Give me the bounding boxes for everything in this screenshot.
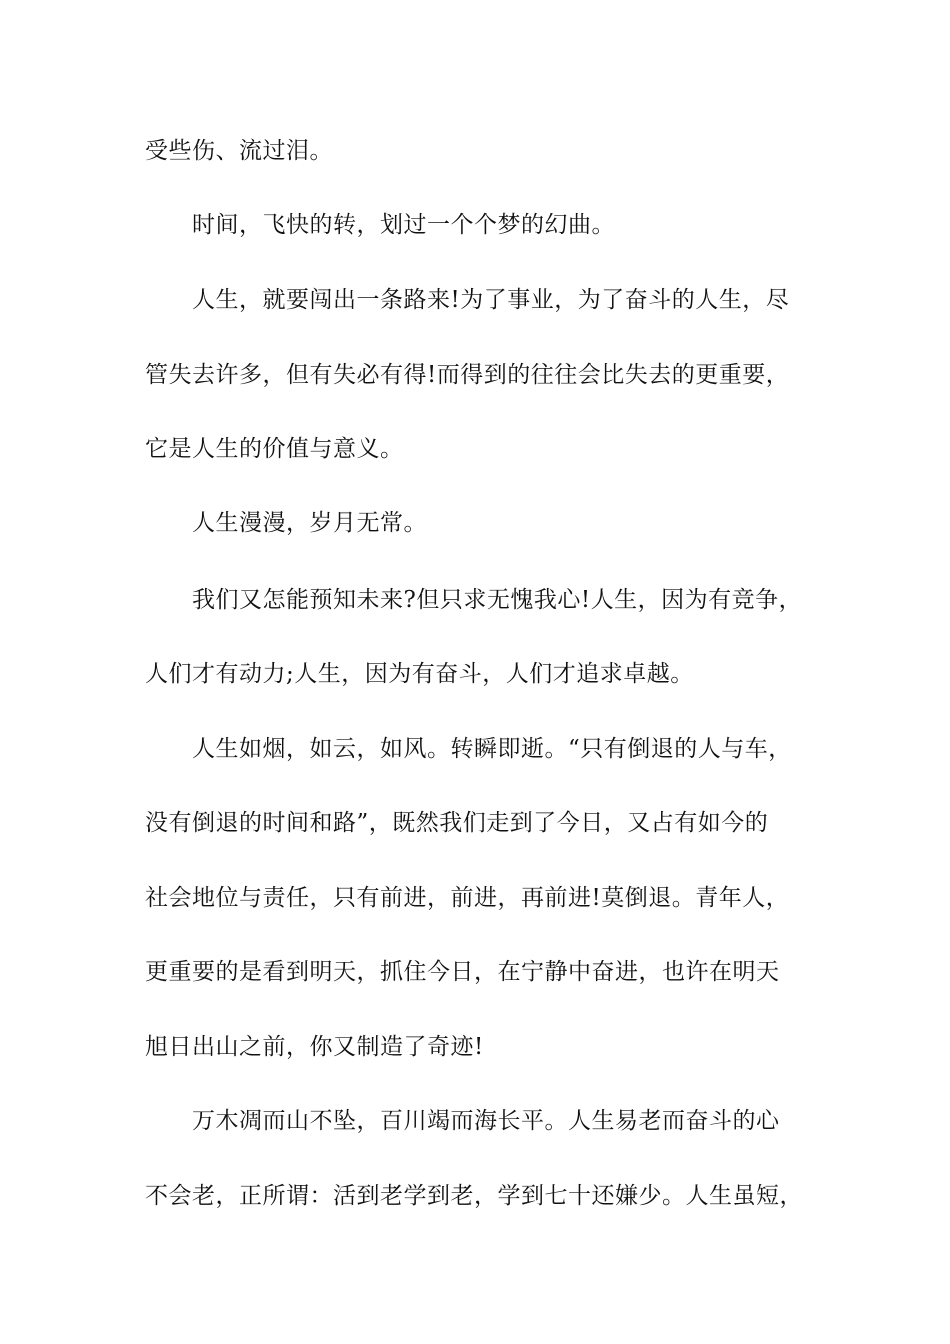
text-line-13: 旭日出山之前，你又制造了奇迹!: [145, 1034, 484, 1060]
text-line-6: 人生漫漫，岁月无常。: [192, 510, 427, 536]
text-line-11: 社会地位与责任，只有前进，前进，再前进!莫倒退。青年人，: [145, 885, 790, 911]
text-line-10: 没有倒退的时间和路”，既然我们走到了今日，又占有如今的: [145, 810, 769, 836]
text-line-1: 受些伤、流过泪。: [145, 138, 333, 164]
text-line-7: 我们又怎能预知未来?但只求无愧我心!人生，因为有竞争，: [192, 587, 803, 613]
text-line-15: 不会老，正所谓：活到老学到老，学到七十还嫌少。人生虽短，: [145, 1183, 803, 1209]
text-line-8: 人们才有动力;人生，因为有奋斗，人们才追求卓越。: [145, 661, 694, 687]
text-line-4: 管失去许多，但有失必有得!而得到的往往会比失去的更重要，: [145, 362, 790, 388]
text-line-5: 它是人生的价值与意义。: [145, 436, 404, 462]
text-line-9: 人生如烟，如云，如风。转瞬即逝。“只有倒退的人与车，: [192, 736, 792, 762]
text-line-2: 时间，飞快的转，划过一个个梦的幻曲。: [192, 212, 615, 238]
text-line-3: 人生，就要闯出一条路来!为了事业，为了奋斗的人生，尽: [192, 287, 790, 313]
text-line-12: 更重要的是看到明天，抓住今日，在宁静中奋进，也许在明天: [145, 959, 780, 985]
text-line-14: 万木凋而山不坠，百川竭而海长平。人生易老而奋斗的心: [192, 1108, 780, 1134]
